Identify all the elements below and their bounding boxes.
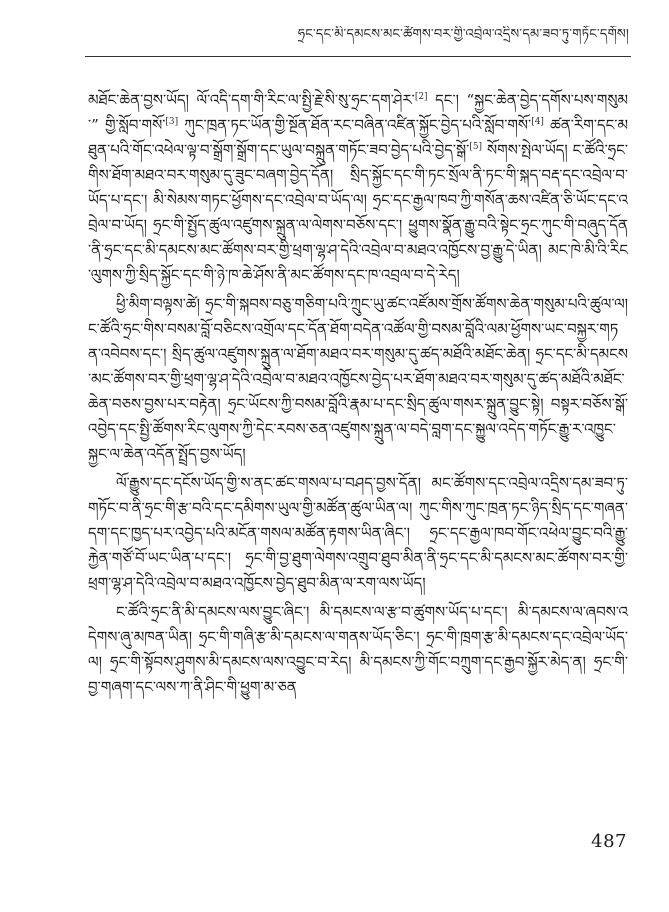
running-header: ཧྲང་དང་མི་དམངས་མང་ཚོགས་བར་གྱི་འབྲེལ་འདྲིས་དམ་ཟབ་ཏུ་གཏོང་དགོས། bbox=[297, 27, 629, 42]
footnote-ref-5[interactable]: [5] bbox=[469, 142, 483, 152]
paragraph-1-text-5: སོགས་སྤེལ་ཡོད། ང་ཚོའི་ཧྲང་གིས་ཐོག་མཐའ་བར་གསུམ་དུ་ཟུང་བཞག་བྱེད་དོན། སྲིད་སྐྱོང་དང་གི་ཏང་སྲོལ་ནི་ཏང་གི་སྐད་བརྡ་དང་འབྲེལ་བ་ཡོད་པ་དང་། མི་སེམས་གཏང་ཕྱོགས་དང་འབྲེལ་བ་ཡོད་ལ། ཧྲང་དང་རྒྱལ་ཁབ་ཀྱི་གསོན་ཆས་འཛིན་ཅི་ཡོང་དང་འབྲེལ་བ་ཡོད། ཧྲང་གི་སྤྱོད་ཚུལ་འཛུགས་སྐྲུན་ལ་ལེགས་བཅོས་དང་། ཕྱུགས་སྣོན་རྒྱུ་བའི་སྟེང་ཧྲང་ཀུང་གི་བཞུད་དོན་ནི་ཧྲང་དང་མི་དམངས་མང་ཚོགས་བར་གྱི་ཕྲག་ལྷ་ཤ་དེའི་འབྲེལ་བ་མཐའ་འཁྱོངས་བྱ་རྒྱུ་དེ་ཡིན། མང་ཁེ་མི་འི་རིང་ལུགས་ཀྱི་སྲིད་སྐྱོང་དང་གི་ཉེ་ཁ་ཆེ་ཤོས་ནི་མང་ཚོགས་དང་ཁ་འབྲལ་བ་དེ་རེད། bbox=[88, 141, 628, 284]
paragraph-1 bbox=[88, 88, 628, 288]
footnote-ref-4[interactable]: [4] bbox=[531, 117, 544, 127]
paragraph-1-text-2: དང་། “སྐྱང་ཆེན་བྱེད་དགོས་པས་གསུམ་” གྱི་སློབ་གསོ་ bbox=[88, 91, 628, 134]
paragraph-1-text: མཐོང་ཆེན་བྱས་ཡོད། ལོ་འདི་དག་གི་རིང་ལ་སྤྱི་རྗེ་སི་སུ་ཧྲང་དག་ཤེར་ bbox=[88, 91, 415, 109]
header-rule bbox=[85, 56, 631, 57]
paragraph-3: ལོ་རྒྱུས་དང་དངོས་ཡོད་གྱི་ས་ནང་ཚང་གསལ་པ་བཤད་བྱས་དོན། མང་ཚོགས་དང་འབྲེལ་འདྲིས་དམ་ཟབ་ཏུ་གཏོང་བ་ནི་ཧྲང་གི་རྩ་བའི་དང་དམིགས་ཡུལ་གྱི་མཚོན་ཚུལ་ཡིན་ལ། ཀུང་གིས་ཀུང་ཁྲན་ཏང་ཉིད་སྲིད་དང་གཞན་དག་དང་ཁྱད་པར་འབྱེད་པའི་མངོན་གསལ་མཚོན་རྟགས་ཡིན་ཞིང་། ཧྲང་དང་རྒྱལ་ཁབ་གོང་འཕེལ་བྱུང་བའི་རྒྱུ་རྐྱེན་གཙོ་བོ་ཡང་ཡིན་པ་དང་། ཧྲང་གི་བྱ་ཐུག་ལེགས་འགྲུབ་ཐུབ་མིན་ནི་ཧྲང་དང་མི་དམངས་མང་ཚོགས་བར་གྱི་ཕྲག་ལྷ་ཤ་དེའི་འབྲེལ་བ་མཐའ་འཁྱོངས་བྱེད་ཐུབ་མིན་ལ་རག་ལས་ཡོད། bbox=[88, 474, 628, 592]
footnote-ref-2[interactable]: [2] bbox=[414, 92, 428, 102]
paragraph-1-text-3: ཀུང་ཁྲན་ཏང་ཡོན་གྱི་སྔོན་ཐོན་རང་བཞིན་འཛིན་སྐྱོང་བྱེད་པའི་སློབ་གསོ་ bbox=[178, 116, 532, 134]
paragraph-2: ཕྱི་མིག་བལྟས་ཚེ། ཧྲང་གི་སྐབས་བཅུ་གཅིག་པའི་ཀྲུང་ཡུ་ཚང་འཛོམས་གྲོས་ཚོགས་ཆེན་གསུམ་པའི་ཚུལ་ལ། ང་ཚོའི་ཧྲང་གིས་བསམ་བློ་བཅིངས་འགྲོལ་དང་དོན་ཐོག་བདེན་འཚོལ་གྱི་བསམ་བློའི་ལམ་ཕྱོགས་ཡང་བསྐྱར་གཏན་འབེབས་དང་། སྲིད་ཚུལ་འཛུགས་སྐྲུན་ལ་ཐོག་མཐའ་བར་གསུམ་དུ་ཚད་མཐོའི་མཐོང་ཆེན། ཧྲང་དང་མི་དམངས་མང་ཚོགས་བར་གྱི་ཕྲག་ལྷ་ཤ་དེའི་འབྲེལ་བ་མཐའ་འཁྱོངས་བྱེད་པར་ཐོག་མཐའ་བར་གསུམ་དུ་ཚད་མཐོའི་མཐོང་ཆེན་བཅས་བྱས་པར་བརྟེན། ཧྲང་ཡོངས་ཀྱི་བསམ་བློའི་རྣམ་པ་དང་སྲིད་ཚུལ་གསར་སྐྲུན་བྱུང་སྟེ། བསྟར་བཅོས་སྒོ་འབྱེད་དང་སྤྱི་ཚོགས་རིང་ལུགས་ཀྱི་དེང་རབས་ཅན་འཛུགས་སྐྲུན་ལ་བདེ་བླག་དང་སྐྱུལ་འདེད་གཏོང་རྒྱུ་ར་འཁྱུང་སྐྱང་ལ་ཆེན་འདོན་སྤྲོད་བྱས་ཡོད། bbox=[88, 295, 628, 463]
page-number: 487 bbox=[591, 831, 627, 852]
paragraph-4: ང་ཚོའི་ཧྲང་ནི་མི་དམངས་ལས་བྱུང་ཞིང་། མི་དམངས་ལ་རྩ་བ་ཚུགས་ཡོད་པ་དང་། མི་དམངས་ལ་ཞབས་འདེགས་ཞུ་མཁན་ཡིན། ཧྲང་གི་གཞི་རྩ་མི་དམངས་ལ་གནས་ཡོད་ཅིང་། ཧྲང་གི་ཁྲག་རྩ་མི་དམངས་དང་འབྲེལ་ཡོད་ལ། ཧྲང་གི་སྟོབས་ཤུགས་མི་དམངས་ལས་འབྱུང་བ་རེད། མི་དམངས་ཀྱི་གོང་བཀྲུག་དང་རྒྱབ་སྐྱོར་མེད་ན། ཧྲང་གི་བྱ་གཞག་དང་ལས་ཀ་ནི་ཤིང་གི་ཕྱུག་མ་ཅན bbox=[88, 603, 628, 696]
paragraph-1-text-4: ཚན་རིག་དང་མཐུན་པའི་གོང་འཕེལ་ལྟ་བ་སྒྲོག་སྒྲོག་དང་ཡུལ་བསྐྲུན་གཏོང་ཟབ་བྱེད་པའི་བྱེད་སྒོ་ bbox=[88, 116, 628, 159]
footnote-ref-3[interactable]: [3] bbox=[165, 117, 179, 127]
body-text bbox=[88, 88, 628, 704]
